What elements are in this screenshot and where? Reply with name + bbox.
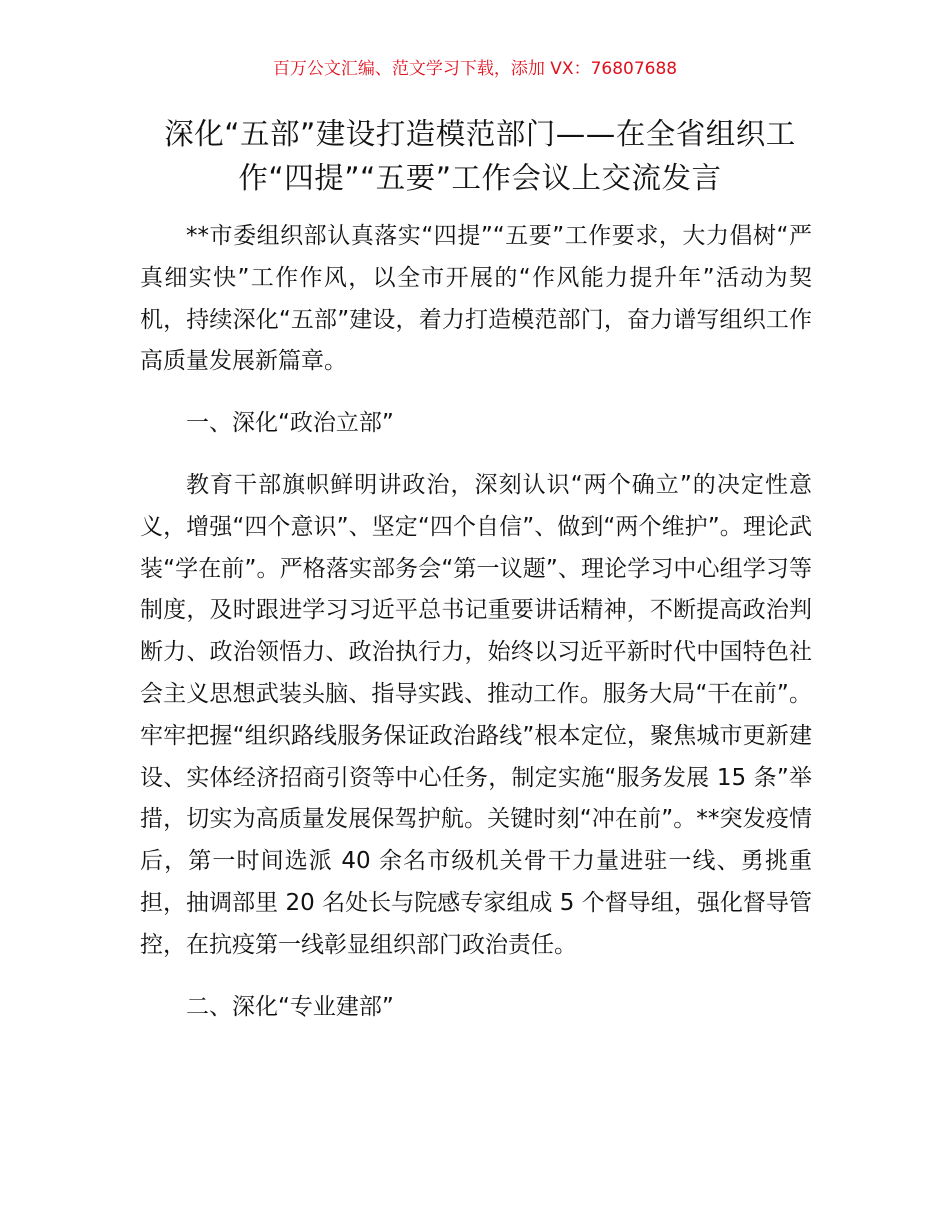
section-heading-1: 一、深化“政治立部” <box>186 410 394 437</box>
document-body <box>140 216 812 1048</box>
section-heading-2: 二、深化“专业建部” <box>186 993 394 1020</box>
header-note: 百万公文汇编、范文学习下载，添加 VX：76807688 <box>272 59 678 79</box>
intro-paragraph: **市委组织部认真落实“四提”“五要”工作要求，大力倡树“严真细实快”工作作风，以全市开展的“作风能力提升年”活动为契机，持续深化“五部”建设，着力打造模范部门，奋力谱写组织工作高质量发展新篇章。 <box>140 223 812 375</box>
section-body-1: 教育干部旗帜鲜明讲政治，深刻认识“两个确立”的决定性意义，增强“四个意识”、坚定“四个自信”、做到“两个维护”。理论武装“学在前”。严格落实部务会“第一议题”、理论学习中心组学习等制度，及时跟进学习习近平总书记重要讲话精神，不断提高政治判断力、政治领悟力、政治执行力，始终以习近平新时代中国特色社会主义思想武装头脑、指导实践、推动工作。服务大局“干在前”。牢牢把握“组织路线服务保证政治路线”根本定位，聚焦城市更新建设、实体经济招商引资等中心任务，制定实施“服务发展 15 条”举措，切实为高质量发展保驾护航。关键时刻“冲在前”。**突发疫情后，第一时间选派 40 余名市级机关骨干力量进驻一线、勇挑重担，抽调部里 20 名处长与院感专家组成 5 个督导组，强化督导管控，在抗疫第一线彰显组织部门政治责任。 <box>140 471 812 958</box>
document-title: 深化“五部”建设打造模范部门——在全省组织工作“四提”“五要”工作会议上交流发言 <box>164 117 796 195</box>
